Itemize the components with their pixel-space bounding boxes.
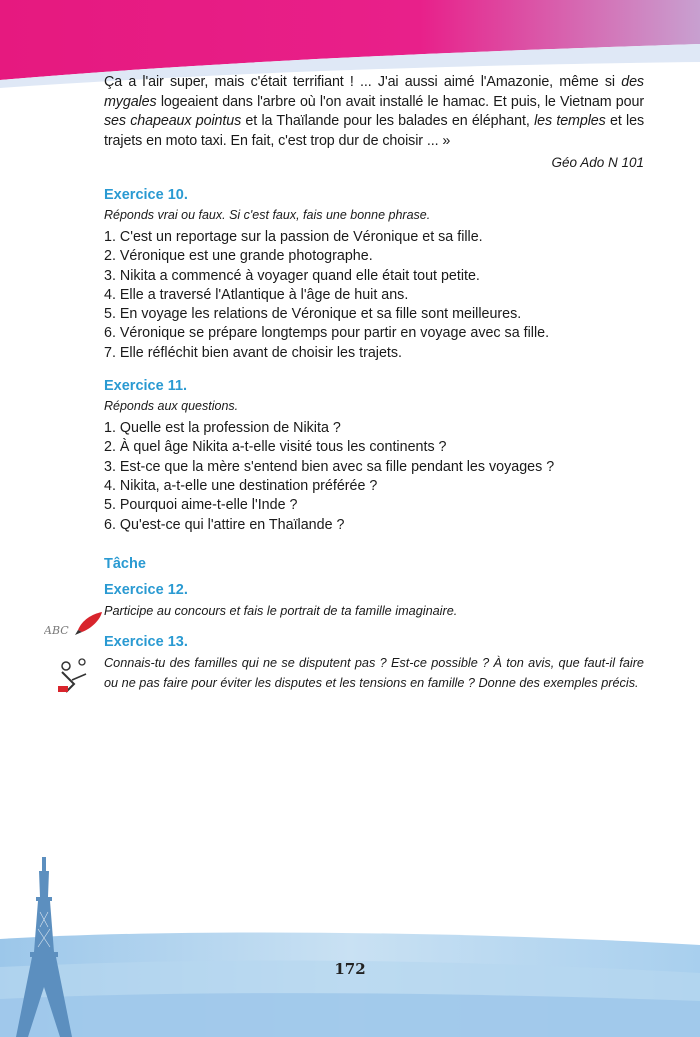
list-item: 6. Qu'est-ce qui l'attire en Thaïlande ? <box>104 516 345 533</box>
exercise-10-instruction: Réponds vrai ou faux. Si c'est faux, fais une bonne phrase. <box>104 208 431 222</box>
exercise-13-title: Exercice 13. <box>104 634 188 651</box>
abc-icon-label: ABC <box>44 624 69 637</box>
exercise-10-list <box>104 228 644 363</box>
paragraph-segment: et les trajets en moto taxi. En fait, c'est trop dur de choisir ... » <box>104 113 644 149</box>
paragraph-segment-italic: ses chapeaux pointus <box>104 113 242 129</box>
bottom-decorative-band <box>0 927 700 1037</box>
list-item: 3. Est-ce que la mère s'entend bien avec sa fille pendant les voyages ? <box>104 458 555 475</box>
list-item: 5. Pourquoi aime-t-elle l'Inde ? <box>104 497 298 514</box>
list-item: 2. Véronique est une grande photographe. <box>104 248 373 265</box>
paragraph-segment: logeaient dans l'arbre où l'on avait installé le hamac. Et puis, le Vietnam pour <box>156 93 644 110</box>
list-item: 6. Véronique se prépare longtemps pour partir en voyage avec sa fille. <box>104 325 550 342</box>
list-item: 4. Elle a traversé l'Atlantique à l'âge de huit ans. <box>104 286 409 303</box>
exercise-11-list <box>104 419 644 535</box>
list-item: 2. À quel âge Nikita a-t-elle visité tous les continents ? <box>104 439 447 456</box>
list-item: 3. Nikita a commencé à voyager quand elle était tout petite. <box>104 267 480 284</box>
exercise-11-title: Exercice 11. <box>104 378 188 395</box>
exercise-11-instruction: Réponds aux questions. <box>104 399 239 414</box>
paragraph-segment-italic: les temples <box>534 113 606 129</box>
page-content <box>104 73 644 693</box>
list-item: 5. En voyage les relations de Véronique et sa fille sont meilleures. <box>104 306 522 323</box>
source-citation: Géo Ado N 101 <box>551 155 644 170</box>
paragraph-segment-italic: des mygales <box>104 74 644 110</box>
exercise-12-text: Participe au concours et fais le portrait de ta famille imaginaire. <box>104 603 458 618</box>
debate-figure-icon <box>52 656 100 696</box>
exercise-13-text: Connais-tu des familles qui ne se disputent pas ? Est-ce possible ? À ton avis, que faut-il faire ou ne pas faire pour éviter les disputes et les tensions en famille ? Donne des exemples précis. <box>104 656 644 690</box>
abc-pencil-icon <box>44 610 104 638</box>
exercise-10-title: Exercice 10. <box>104 187 188 203</box>
exercise-12-title: Exercice 12. <box>104 581 188 598</box>
page-number: 172 <box>334 960 366 978</box>
reading-paragraph <box>104 73 644 151</box>
list-item: 7. Elle réfléchit bien avant de choisir les trajets. <box>104 344 403 361</box>
list-item: 1. C'est un reportage sur la passion de Véronique et sa fille. <box>104 229 483 245</box>
tache-title: Tâche <box>104 555 146 572</box>
paragraph-segment: et la Thaïlande pour les balades en éléphant, <box>241 113 535 129</box>
paragraph-segment: Ça a l'air super, mais c'était terrifiant ! ... J'ai aussi aimé l'Amazonie, même si <box>104 74 622 90</box>
eiffel-tower-icon <box>14 857 74 1037</box>
list-item: 4. Nikita, a-t-elle une destination préférée ? <box>104 477 378 494</box>
list-item: 1. Quelle est la profession de Nikita ? <box>104 420 341 437</box>
